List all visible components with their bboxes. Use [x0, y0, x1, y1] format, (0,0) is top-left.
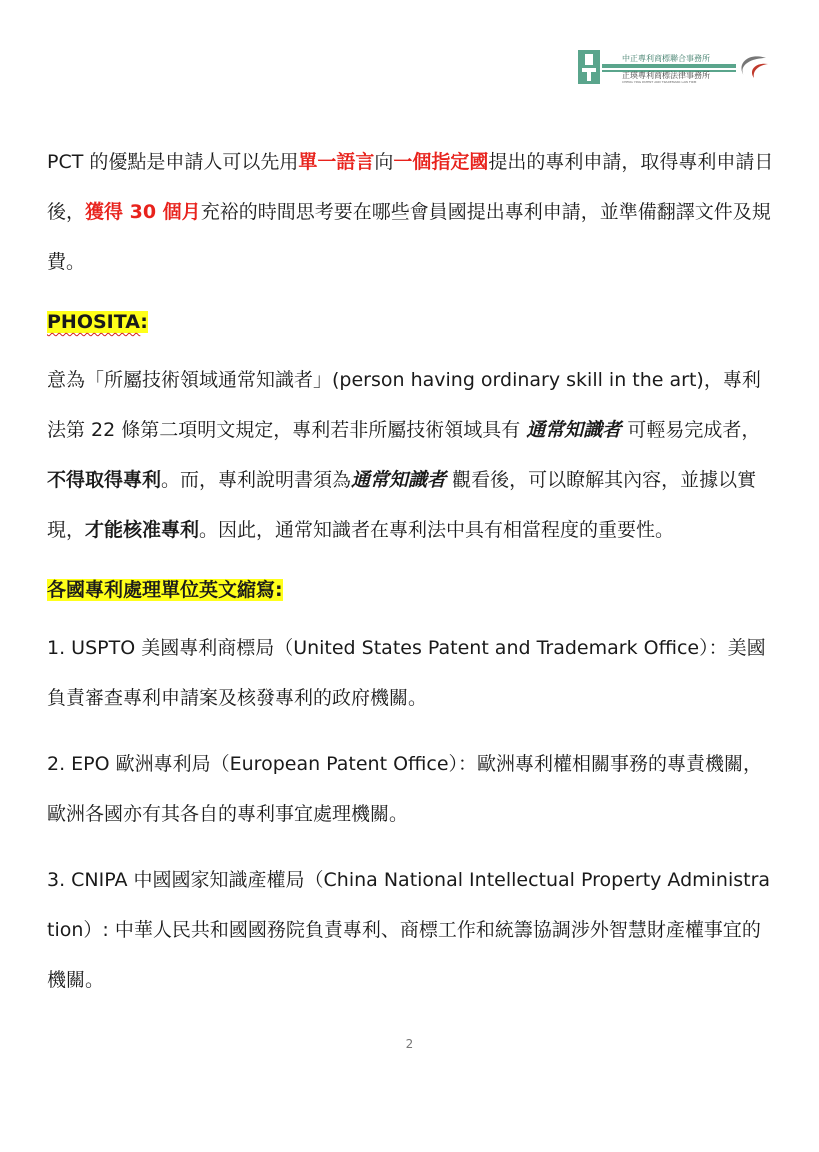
pct-paragraph: [47, 137, 777, 287]
page-number: 2: [405, 1037, 414, 1051]
phosita-emphasis-denied: 不得取得專利: [47, 469, 162, 491]
office-item-cnipa: 3. CNIPA 中國國家知識產權局（China National Intellectual Property Administration）: 中華人民共和國國務院負責專利、商標工作和統籌協調涉外智慧財產權事宜的機關。: [47, 869, 771, 991]
phosita-text: 。因此，通常知識者在專利法中具有相當程度的重要性。: [199, 519, 675, 541]
office-item-epo: 2. EPO 歐洲專利局（European Patent Office）：歐洲專利權相關事務的專責機關，歐洲各國亦有其各自的專利事宜處理機關。: [47, 753, 763, 825]
pct-text: 充裕的時間思考要在哪些會員國提出專利申請，並準備翻譯文件及規費。: [47, 201, 771, 273]
phosita-text: 可輕易完成者，: [621, 419, 761, 441]
phosita-text: 意為「所屬技術領域通常知識者」(person having ordinary skill in the art)，專利法第 22 條第二項明文規定，專利若非所屬技術領域具有: [47, 369, 761, 441]
phosita-heading: [47, 305, 777, 339]
phosita-paragraph: [47, 355, 777, 555]
firm-logo: [578, 50, 770, 84]
phosita-text: 觀看後，可以瞭解其內容，並據以實現，: [47, 469, 757, 541]
svg-text:中正專利商標聯合事務所: 中正專利商標聯合事務所: [622, 54, 710, 63]
phosita-emphasis-term: 通常知識者: [351, 469, 447, 491]
pct-emphasis-country: 一個指定國: [393, 151, 489, 173]
phosita-heading-colon: :: [140, 311, 148, 333]
pct-emphasis-language: 單一語言: [298, 151, 375, 173]
office-item-uspto: 1. USPTO 美國專利商標局（United States Patent and Trademark Office）：美國負責審查專利申請案及核發專利的政府機關。: [47, 637, 766, 709]
pct-emphasis-months: 獲得 30 個月: [85, 201, 201, 223]
document-body: [47, 137, 777, 1005]
offices-heading: [47, 573, 777, 607]
phosita-heading-text: PHOSITA: [47, 311, 141, 333]
phosita-emphasis-term: 通常知識者: [526, 419, 622, 441]
pct-text: PCT 的優點是申請人可以先用: [47, 151, 299, 173]
svg-text:CHENG YING PATENT AND TRADEMAR: CHENG YING PATENT AND TRADEMARK LAW FIRM: [622, 80, 697, 84]
pct-text: 提出的專利申請，取得專利申請日後，: [47, 151, 774, 223]
pct-text: 向: [374, 151, 394, 173]
phosita-text: 。而，專利說明書須為: [161, 469, 352, 491]
svg-text:正瑛專利商標法律事務所: 正瑛專利商標法律事務所: [622, 71, 710, 80]
phosita-emphasis-granted: 才能核准專利: [85, 519, 200, 541]
offices-heading-text: 各國專利處理單位英文縮寫:: [47, 579, 283, 601]
